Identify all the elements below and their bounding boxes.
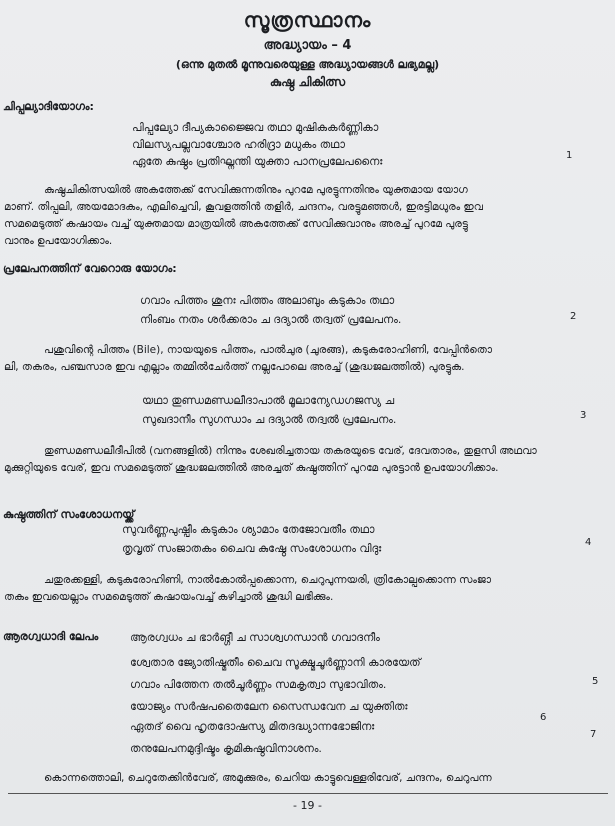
paragraph-line: പശുവിന്റെ പിത്തം (Bile), നായയുടെ പിത്തം, പാൽചുര (ചുരങ്ങ), കടുകരോഹിണി, വേപ്പിൻതൊ — [44, 344, 493, 356]
commentary-paragraph — [4, 342, 604, 376]
page-title: സൂത്രസ്ഥാനം — [243, 8, 372, 32]
verse-line: ഗവാം പിത്തം ശുനഃ പിത്തം അലാബും കടുകാം തഥാ — [140, 294, 395, 307]
verse-line: ഏതദ് വൈ ഹൃതദോഷസ്യ മിതദദ്ധ്യാന്നഭോജിനഃ — [130, 720, 375, 733]
verse-line: സുവർണ്ണപുഷ്പീം കടുകാം ശ്യാമാം തേജോവതീം തഥാ — [122, 523, 375, 536]
commentary-paragraph — [4, 182, 604, 250]
page-number: - 19 - — [293, 799, 322, 812]
paragraph-line: തുണ്ഡമണ്ഡലീദീപിൽ (വനങ്ങളിൽ) നിന്നും ശേഖരിച്ചതായ തകരയുടെ വേര്, ദേവതാരം, തുളസി അഥവാ — [44, 445, 537, 457]
verse-line: യഥാ തുണ്ഡമണ്ഡലീദാപാൽ മൂലാന്യേഡഗജസ്യ ച — [142, 394, 395, 407]
section-heading: പ്രലേപനത്തിന് വേറൊരു യോഗം: — [3, 262, 177, 275]
verse-number: 1 — [566, 150, 573, 161]
verse-number: 6 — [540, 712, 547, 723]
verse-number: 2 — [570, 311, 577, 322]
verse-number: 7 — [590, 729, 597, 740]
paragraph-line: സമമെടുത്ത് കഷായം വച്ച് യുക്തമായ മാത്രയിൽ അകത്തേക്ക് സേവിക്കുവാനും അരച്ച് പുറമേ പുരട്ടു — [4, 218, 468, 230]
verse-line: ആരഗ്വധം ച ഭാർങ്ഗീ ച സാശ്വഗന്ധാൻ ഗവാദനീം — [130, 631, 380, 644]
chapter-heading: അദ്ധ്യായം – 4 — [263, 38, 352, 53]
verse-line: യോജ്യം സർഷപതൈലേന സൈന്ധവേന ച യുക്തിതഃ — [130, 700, 408, 713]
paragraph-line: ലി, തകരം, പഞ്ചസാര ഇവ എല്ലാം തമ്മിൽചേർത്ത് നല്ലപോലെ അരച്ച് (ശുദ്ധജലത്തിൽ) പുരട്ടുക. — [4, 361, 465, 373]
verse-number: 5 — [592, 676, 599, 687]
verse-line: ഗവാം പിത്തേന തൽചൂർണ്ണം സമകൃത്വാ സുഭാവിതം. — [130, 678, 387, 691]
topic-heading: കുഷ്ഠ ചികിത്സ — [269, 75, 346, 89]
footer-divider — [8, 793, 608, 794]
verse-line: നിംബം നതം ശർക്കരാം ച ദദ്യാൽ തദ്വത് പ്രലേപനം. — [140, 313, 402, 326]
paragraph-line: ചതുരക്കള്ളി, കടുകുരോഹിണി, നാൽകോൽപ്പക്കൊന്ന, ചെറുപുന്നയരി, ത്രികോല്പക്കൊന്ന സംജാ — [44, 574, 492, 586]
section-heading: കുഷ്ഠത്തിന് സംശോധനയ്ക്ക് — [3, 508, 135, 521]
paragraph-line: കൊന്നത്തൊലി, ചെറുതേക്കിൻവേര്, അമുക്കുരം, ചെറിയ കാട്ടുവെള്ളരിവേര്, ചന്ദനം, ചെറുപന്ന — [44, 772, 492, 784]
commentary-paragraph — [4, 443, 604, 477]
commentary-paragraph — [4, 572, 604, 606]
verse-number: 4 — [585, 537, 592, 548]
verse-line: തൃവൃത് സംജാതകം ചൈവ കുഷ്ഠേ സംശോധനം വിദുഃ — [122, 542, 382, 555]
commentary-paragraph — [4, 770, 604, 787]
verse-line: ശ്വേതാര ജ്യോതിഷ്മതീം ചൈവ സൂക്ഷ്മചൂർണ്ണാനി കാരയേത് — [130, 656, 421, 669]
chapter-note: (ഒന്നു മുതൽ മൂന്നുവരെയുള്ള അദ്ധ്യായങ്ങൾ ലഭ്യമല്ല) — [175, 58, 440, 71]
verse-line: പിപ്പല്യോ ദീപ്യകാജ്ജൈവ തഥാ മുഷികകർണ്ണികാ — [132, 121, 379, 134]
section-heading: ആരഗ്വധാദി ലേപം — [3, 630, 99, 643]
verse-line: വിലസ്യപല്ലവാശ്ചോര ഹരിദ്രാ മധുകം തഥാ — [132, 138, 345, 151]
section-heading: ചിപ്പല്യാദിയോഗം: — [3, 100, 94, 113]
paragraph-line: മുക്കുറ്റിയുടെ വേര്, ഇവ സമമെടുത്ത് ശുദ്ധജലത്തിൽ അരച്ചത് കുഷ്ഠത്തിന് പുറമേ പുരട്ടാൻ ഉപയോഗിക്കാം. — [4, 462, 499, 474]
paragraph-line: മാണ്. തിപ്പലി, അയമോദകം, എലിച്ചെവി, കൂവളത്തിൻ തളിർ, ചന്ദനം, വരട്ടുമഞ്ഞൾ, ഇരട്ടിമധുരം ഇവ — [4, 201, 483, 213]
verse-number: 3 — [580, 410, 587, 421]
paragraph-line: കുഷ്ഠചികിത്സയിൽ അകത്തേക്ക് സേവിക്കുന്നതിനും പുറമേ പുരട്ടുന്നതിനും യുക്തമായ യോഗ — [44, 184, 468, 196]
verse-line: തനുലേപനമുദ്ദിഷ്ടം കൃമികുഷ്ഠവിനാശനം. — [130, 742, 322, 755]
verse-line: സുഖദാനീം സുഗന്ധാം ച ദദ്യാൽ തദ്വൽ പ്രലേപനം. — [142, 413, 397, 426]
paragraph-line: തകം ഇവയെല്ലാം സമമെടുത്ത് കഷായംവച്ച് കഴിച്ചാൽ ശുദ്ധി ലഭിക്കും. — [4, 591, 334, 603]
verse-line: ഏതേ കുഷ്ഠം പ്രതിഘ്നന്തി യുക്താ പാനപ്രലേപനൈഃ — [132, 155, 383, 168]
paragraph-line: വാനും ഉപയോഗിക്കാം. — [4, 235, 113, 247]
